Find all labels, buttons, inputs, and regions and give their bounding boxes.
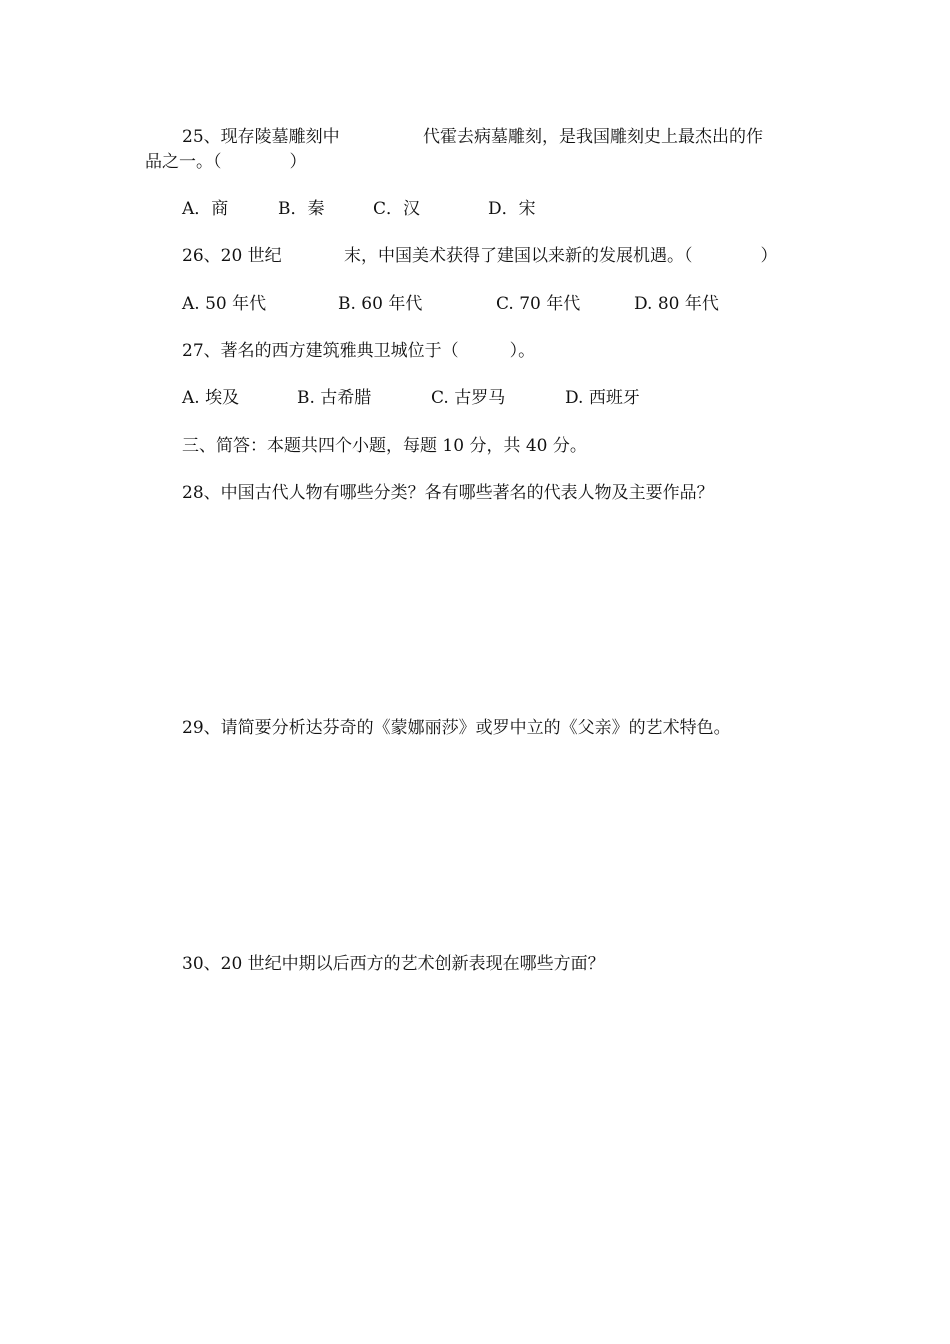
q26-option-c: C. 70 年代 [496, 294, 581, 314]
q25-option-b: B．秦 [278, 199, 325, 219]
q30-text: 30、20 世纪中期以后西方的艺术创新表现在哪些方面？ [182, 954, 605, 974]
q25-option-c: C．汉 [373, 199, 421, 219]
q25-text-part2: 代霍去病墓雕刻，是我国雕刻史上最杰出的作 [423, 127, 763, 147]
q25-text-part1: 25、现存陵墓雕刻中 [182, 127, 340, 147]
q25-option-a: A．商 [182, 199, 229, 219]
q27-text: 27、著名的西方建筑雅典卫城位于（ ）。 [182, 341, 536, 361]
q27-option-c: C. 古罗马 [431, 388, 506, 408]
q27-option-d: D. 西班牙 [565, 388, 640, 408]
q29-answer-space[interactable] [182, 745, 802, 935]
q28-answer-space[interactable] [182, 510, 802, 700]
q27-option-a: A. 埃及 [182, 388, 240, 408]
q26-text-part2: 末，中国美术获得了建国以来新的发展机遇。（ ） [344, 246, 778, 266]
q25-option-d: D．宋 [488, 199, 536, 219]
q29-text: 29、请简要分析达芬奇的《蒙娜丽莎》或罗中立的《父亲》的艺术特色。 [182, 718, 731, 738]
q25-text-line2: 品之一。（ ） [145, 152, 307, 172]
q26-text-part1: 26、20 世纪 [182, 246, 282, 266]
q27-option-b: B. 古希腊 [297, 388, 372, 408]
q30-answer-space[interactable] [182, 981, 802, 1241]
q28-text: 28、中国古代人物有哪些分类？各有哪些著名的代表人物及主要作品？ [182, 483, 714, 503]
q26-option-a: A. 50 年代 [182, 294, 267, 314]
section-heading: 三、简答：本题共四个小题，每题 10 分，共 40 分。 [182, 436, 587, 456]
q26-option-b: B. 60 年代 [338, 294, 423, 314]
q26-option-d: D. 80 年代 [634, 294, 719, 314]
